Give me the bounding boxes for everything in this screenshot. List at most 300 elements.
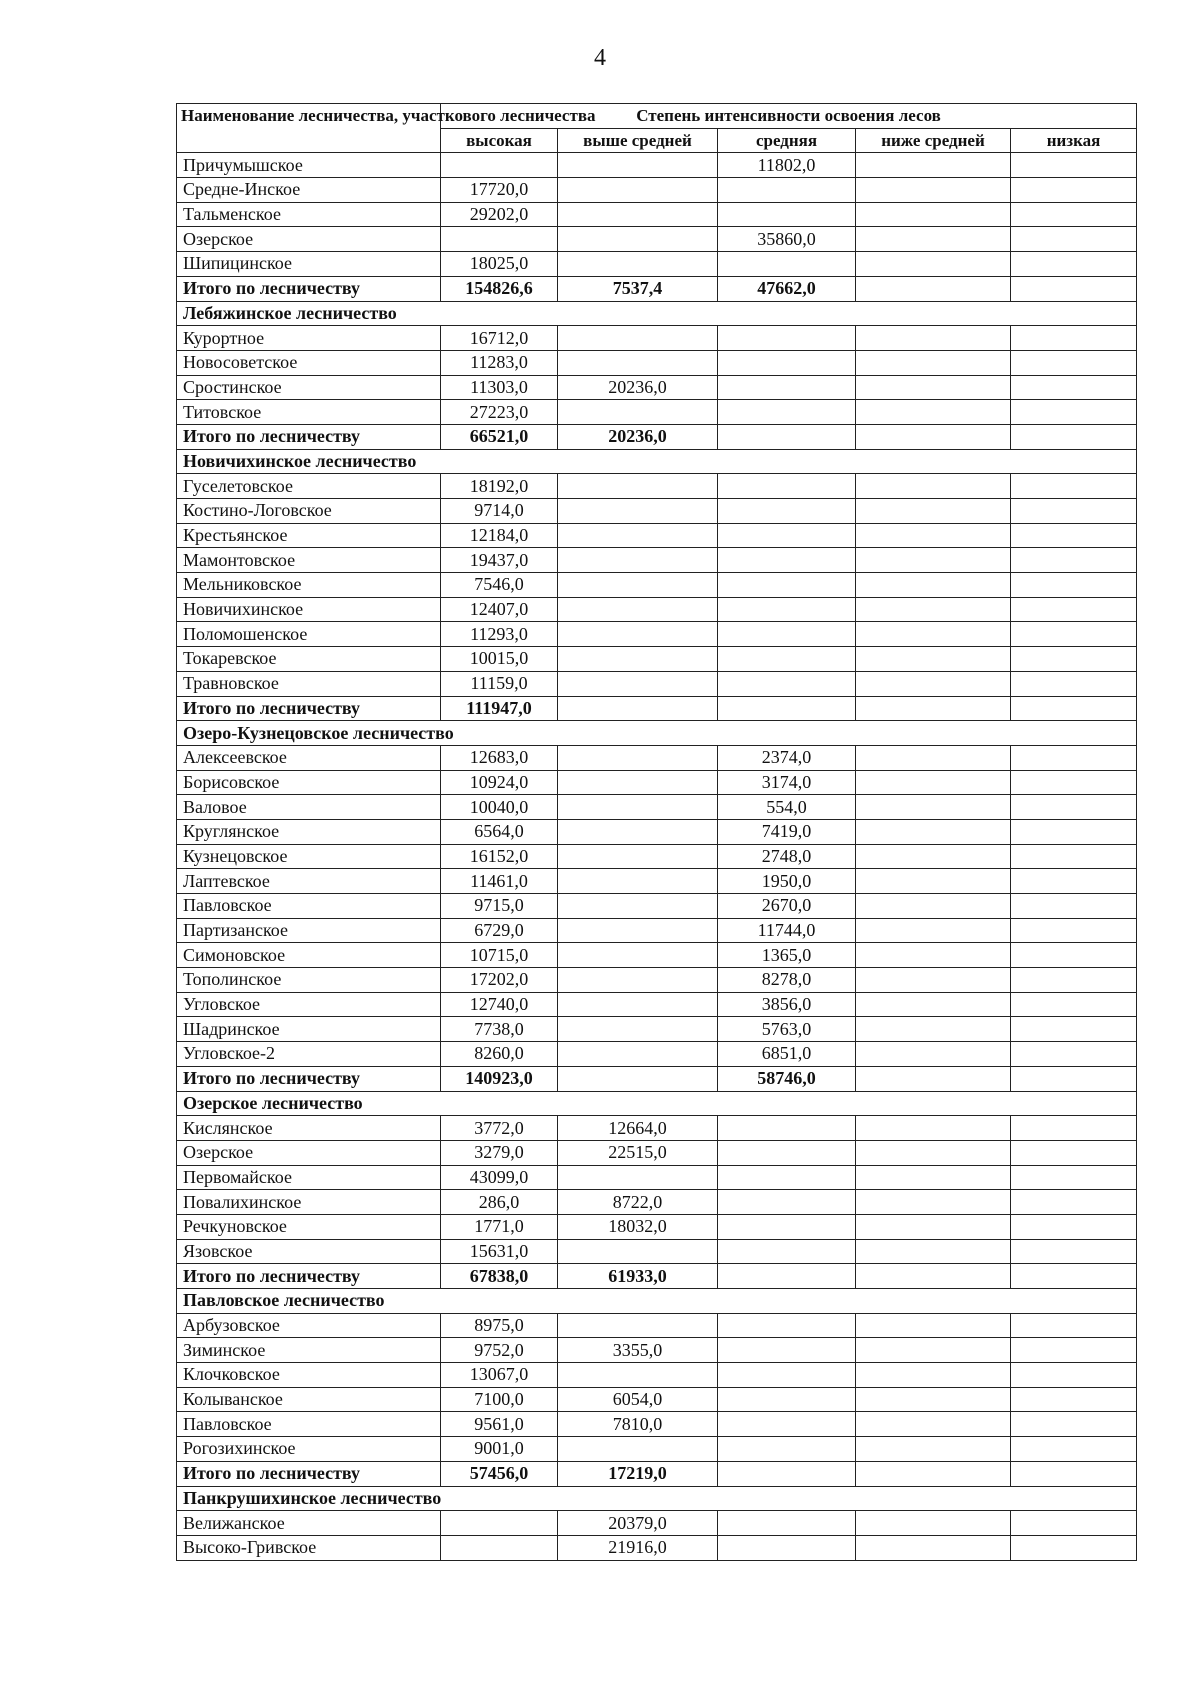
value-high: 16712,0 <box>441 326 558 351</box>
table-row <box>177 869 1137 894</box>
value-above-average <box>558 1042 718 1067</box>
value-below-average <box>856 326 1011 351</box>
value-average <box>718 1214 856 1239</box>
table-row <box>177 499 1137 524</box>
value-above-average: 3355,0 <box>558 1338 718 1363</box>
value-average <box>718 597 856 622</box>
value-below-average <box>856 968 1011 993</box>
value-above-average <box>558 671 718 696</box>
value-below-average <box>856 622 1011 647</box>
district-name: Борисовское <box>177 770 441 795</box>
value-above-average <box>558 178 718 203</box>
value-high: 8260,0 <box>441 1042 558 1067</box>
table-row <box>177 326 1137 351</box>
table-row <box>177 1042 1137 1067</box>
value-low <box>1011 918 1137 943</box>
district-name: Партизанское <box>177 918 441 943</box>
value-high: 67838,0 <box>441 1264 558 1289</box>
district-name: Тальменское <box>177 202 441 227</box>
table-row <box>177 795 1137 820</box>
table-row <box>177 1214 1137 1239</box>
value-high <box>441 227 558 252</box>
table-row <box>177 671 1137 696</box>
header-below-average: ниже средней <box>856 128 1011 153</box>
value-high: 7100,0 <box>441 1387 558 1412</box>
value-above-average <box>558 474 718 499</box>
table-row <box>177 350 1137 375</box>
value-above-average <box>558 745 718 770</box>
district-name: Озерское <box>177 227 441 252</box>
total-label: Итого по лесничеству <box>177 1066 441 1091</box>
value-average: 6851,0 <box>718 1042 856 1067</box>
table-row <box>177 943 1137 968</box>
value-above-average <box>558 992 718 1017</box>
district-name: Речкуновское <box>177 1214 441 1239</box>
value-average: 5763,0 <box>718 1017 856 1042</box>
value-above-average <box>558 918 718 943</box>
value-average: 47662,0 <box>718 276 856 301</box>
value-above-average <box>558 1363 718 1388</box>
value-low <box>1011 696 1137 721</box>
header-average: средняя <box>718 128 856 153</box>
value-low <box>1011 474 1137 499</box>
value-low <box>1011 894 1137 919</box>
district-name: Сростинское <box>177 375 441 400</box>
value-below-average <box>856 992 1011 1017</box>
group-name: Лебяжинское лесничество <box>177 301 1137 326</box>
value-above-average <box>558 153 718 178</box>
value-low <box>1011 1165 1137 1190</box>
value-low <box>1011 350 1137 375</box>
value-high: 154826,6 <box>441 276 558 301</box>
district-name: Костино-Логовское <box>177 499 441 524</box>
value-low <box>1011 943 1137 968</box>
value-low <box>1011 1042 1137 1067</box>
value-below-average <box>856 350 1011 375</box>
value-high: 9752,0 <box>441 1338 558 1363</box>
value-below-average <box>856 252 1011 277</box>
value-below-average <box>856 918 1011 943</box>
value-below-average <box>856 671 1011 696</box>
value-low <box>1011 770 1137 795</box>
value-low <box>1011 1511 1137 1536</box>
value-average: 11802,0 <box>718 153 856 178</box>
value-high: 12407,0 <box>441 597 558 622</box>
value-below-average <box>856 1165 1011 1190</box>
value-below-average <box>856 1239 1011 1264</box>
value-below-average <box>856 375 1011 400</box>
group-header-row <box>177 449 1137 474</box>
group-name: Озеро-Кузнецовское лесничество <box>177 721 1137 746</box>
value-low <box>1011 202 1137 227</box>
table-row <box>177 844 1137 869</box>
value-average <box>718 548 856 573</box>
value-above-average <box>558 326 718 351</box>
value-below-average <box>856 548 1011 573</box>
district-name: Озерское <box>177 1140 441 1165</box>
district-name: Клочковское <box>177 1363 441 1388</box>
value-low <box>1011 1313 1137 1338</box>
value-below-average <box>856 1140 1011 1165</box>
value-high: 16152,0 <box>441 844 558 869</box>
value-high: 18025,0 <box>441 252 558 277</box>
district-name: Угловское-2 <box>177 1042 441 1067</box>
table-row <box>177 1165 1137 1190</box>
value-average: 2670,0 <box>718 894 856 919</box>
value-low <box>1011 992 1137 1017</box>
value-average <box>718 1116 856 1141</box>
group-header-row <box>177 1091 1137 1116</box>
value-above-average: 20236,0 <box>558 375 718 400</box>
value-average: 1365,0 <box>718 943 856 968</box>
district-name: Первомайское <box>177 1165 441 1190</box>
value-high: 9715,0 <box>441 894 558 919</box>
value-average <box>718 202 856 227</box>
value-below-average <box>856 276 1011 301</box>
value-above-average: 61933,0 <box>558 1264 718 1289</box>
value-average <box>718 1535 856 1560</box>
value-low <box>1011 523 1137 548</box>
value-above-average: 7537,4 <box>558 276 718 301</box>
table-row <box>177 1116 1137 1141</box>
value-above-average: 21916,0 <box>558 1535 718 1560</box>
value-high: 6564,0 <box>441 819 558 844</box>
table-row <box>177 745 1137 770</box>
value-below-average <box>856 770 1011 795</box>
value-high: 10924,0 <box>441 770 558 795</box>
value-high: 27223,0 <box>441 400 558 425</box>
value-high: 9561,0 <box>441 1412 558 1437</box>
value-low <box>1011 795 1137 820</box>
table-row <box>177 573 1137 598</box>
total-label: Итого по лесничеству <box>177 1461 441 1486</box>
value-average: 3856,0 <box>718 992 856 1017</box>
value-above-average <box>558 548 718 573</box>
table-row <box>177 178 1137 203</box>
value-below-average <box>856 745 1011 770</box>
value-high: 10040,0 <box>441 795 558 820</box>
district-name: Павловское <box>177 1412 441 1437</box>
value-low <box>1011 1461 1137 1486</box>
table-row <box>177 400 1137 425</box>
value-above-average <box>558 252 718 277</box>
total-row <box>177 1264 1137 1289</box>
value-average: 11744,0 <box>718 918 856 943</box>
value-average <box>718 1412 856 1437</box>
value-low <box>1011 647 1137 672</box>
total-row <box>177 1066 1137 1091</box>
value-below-average <box>856 424 1011 449</box>
table-row <box>177 894 1137 919</box>
table-row <box>177 1363 1137 1388</box>
value-below-average <box>856 202 1011 227</box>
group-header-row <box>177 721 1137 746</box>
table-row <box>177 819 1137 844</box>
value-low <box>1011 153 1137 178</box>
value-above-average <box>558 1017 718 1042</box>
value-average <box>718 1437 856 1462</box>
total-label: Итого по лесничеству <box>177 696 441 721</box>
district-name: Колыванское <box>177 1387 441 1412</box>
table-row <box>177 968 1137 993</box>
value-average: 2748,0 <box>718 844 856 869</box>
table-body <box>177 153 1137 1560</box>
value-low <box>1011 252 1137 277</box>
district-name: Кислянское <box>177 1116 441 1141</box>
value-high: 12683,0 <box>441 745 558 770</box>
value-below-average <box>856 1363 1011 1388</box>
value-low <box>1011 400 1137 425</box>
value-average <box>718 252 856 277</box>
value-above-average <box>558 350 718 375</box>
value-above-average <box>558 968 718 993</box>
table-row <box>177 227 1137 252</box>
total-row <box>177 696 1137 721</box>
value-below-average <box>856 1461 1011 1486</box>
value-average <box>718 1190 856 1215</box>
value-average <box>718 474 856 499</box>
value-low <box>1011 548 1137 573</box>
value-high: 10715,0 <box>441 943 558 968</box>
value-high: 43099,0 <box>441 1165 558 1190</box>
value-high: 3279,0 <box>441 1140 558 1165</box>
value-high: 8975,0 <box>441 1313 558 1338</box>
value-high: 11461,0 <box>441 869 558 894</box>
value-average: 3174,0 <box>718 770 856 795</box>
total-row <box>177 276 1137 301</box>
value-high: 15631,0 <box>441 1239 558 1264</box>
table-row <box>177 1387 1137 1412</box>
value-below-average <box>856 178 1011 203</box>
value-above-average <box>558 844 718 869</box>
value-below-average <box>856 573 1011 598</box>
value-average <box>718 1140 856 1165</box>
value-average: 8278,0 <box>718 968 856 993</box>
value-low <box>1011 745 1137 770</box>
value-high: 1771,0 <box>441 1214 558 1239</box>
district-name: Шипицинское <box>177 252 441 277</box>
group-header-row <box>177 1289 1137 1314</box>
value-below-average <box>856 1214 1011 1239</box>
district-name: Велижанское <box>177 1511 441 1536</box>
value-low <box>1011 1387 1137 1412</box>
value-below-average <box>856 474 1011 499</box>
value-below-average <box>856 400 1011 425</box>
group-name: Панкрушихинское лесничество <box>177 1486 1137 1511</box>
value-low <box>1011 1535 1137 1560</box>
district-name: Круглянское <box>177 819 441 844</box>
district-name: Шадринское <box>177 1017 441 1042</box>
value-above-average <box>558 1165 718 1190</box>
value-above-average: 22515,0 <box>558 1140 718 1165</box>
page-number: 4 <box>594 45 606 71</box>
value-low <box>1011 671 1137 696</box>
value-above-average <box>558 1313 718 1338</box>
district-name: Арбузовское <box>177 1313 441 1338</box>
value-below-average <box>856 523 1011 548</box>
table-row <box>177 153 1137 178</box>
value-high: 7738,0 <box>441 1017 558 1042</box>
district-name: Токаревское <box>177 647 441 672</box>
district-name: Поломошенское <box>177 622 441 647</box>
value-below-average <box>856 943 1011 968</box>
table-row <box>177 1535 1137 1560</box>
forest-intensity-table <box>176 103 1137 1561</box>
value-low <box>1011 597 1137 622</box>
value-average: 35860,0 <box>718 227 856 252</box>
value-below-average <box>856 1535 1011 1560</box>
table-row <box>177 918 1137 943</box>
value-high: 19437,0 <box>441 548 558 573</box>
value-below-average <box>856 1066 1011 1091</box>
header-intensity-group: Степень интенсивности освоения лесов <box>441 104 1137 129</box>
value-high: 17720,0 <box>441 178 558 203</box>
value-below-average <box>856 153 1011 178</box>
district-name: Кузнецовское <box>177 844 441 869</box>
table-row <box>177 770 1137 795</box>
value-above-average <box>558 1239 718 1264</box>
value-high: 66521,0 <box>441 424 558 449</box>
table-row <box>177 375 1137 400</box>
value-above-average <box>558 1066 718 1091</box>
value-high: 3772,0 <box>441 1116 558 1141</box>
value-below-average <box>856 1437 1011 1462</box>
value-below-average <box>856 795 1011 820</box>
value-below-average <box>856 844 1011 869</box>
value-average <box>718 573 856 598</box>
district-name: Мамонтовское <box>177 548 441 573</box>
value-above-average: 8722,0 <box>558 1190 718 1215</box>
value-high: 13067,0 <box>441 1363 558 1388</box>
value-high: 17202,0 <box>441 968 558 993</box>
table-row <box>177 1511 1137 1536</box>
value-above-average: 20379,0 <box>558 1511 718 1536</box>
group-name: Павловское лесничество <box>177 1289 1137 1314</box>
value-average <box>718 1264 856 1289</box>
value-average <box>718 523 856 548</box>
value-high: 29202,0 <box>441 202 558 227</box>
value-low <box>1011 1437 1137 1462</box>
value-low <box>1011 1140 1137 1165</box>
table-row <box>177 992 1137 1017</box>
value-below-average <box>856 1264 1011 1289</box>
value-high: 12740,0 <box>441 992 558 1017</box>
total-label: Итого по лесничеству <box>177 424 441 449</box>
value-high: 140923,0 <box>441 1066 558 1091</box>
value-low <box>1011 1338 1137 1363</box>
value-average <box>718 350 856 375</box>
value-average <box>718 1387 856 1412</box>
table-row <box>177 597 1137 622</box>
value-average <box>718 1165 856 1190</box>
value-below-average <box>856 499 1011 524</box>
value-above-average <box>558 696 718 721</box>
district-name: Курортное <box>177 326 441 351</box>
district-name: Крестьянское <box>177 523 441 548</box>
header-name: Наименование лесничества, участкового лесничества <box>177 104 441 153</box>
value-average <box>718 1313 856 1338</box>
table-row <box>177 1338 1137 1363</box>
district-name: Причумышское <box>177 153 441 178</box>
district-name: Симоновское <box>177 943 441 968</box>
value-above-average <box>558 597 718 622</box>
value-high: 12184,0 <box>441 523 558 548</box>
value-low <box>1011 1066 1137 1091</box>
value-above-average: 12664,0 <box>558 1116 718 1141</box>
district-name: Новосоветское <box>177 350 441 375</box>
group-name: Новичихинское лесничество <box>177 449 1137 474</box>
value-below-average <box>856 1338 1011 1363</box>
table-row <box>177 202 1137 227</box>
value-high: 9714,0 <box>441 499 558 524</box>
district-name: Тополинское <box>177 968 441 993</box>
table-row <box>177 1412 1137 1437</box>
value-average <box>718 671 856 696</box>
value-above-average <box>558 400 718 425</box>
value-above-average: 6054,0 <box>558 1387 718 1412</box>
value-low <box>1011 1017 1137 1042</box>
table-row <box>177 252 1137 277</box>
value-below-average <box>856 894 1011 919</box>
value-average <box>718 696 856 721</box>
value-below-average <box>856 696 1011 721</box>
value-above-average <box>558 1437 718 1462</box>
value-average <box>718 1363 856 1388</box>
value-low <box>1011 499 1137 524</box>
district-name: Повалихинское <box>177 1190 441 1215</box>
table-row <box>177 1190 1137 1215</box>
district-name: Высоко-Гривское <box>177 1535 441 1560</box>
value-low <box>1011 573 1137 598</box>
value-below-average <box>856 869 1011 894</box>
district-name: Титовское <box>177 400 441 425</box>
value-average <box>718 1338 856 1363</box>
value-average <box>718 326 856 351</box>
table-row <box>177 474 1137 499</box>
value-below-average <box>856 1412 1011 1437</box>
value-low <box>1011 1264 1137 1289</box>
district-name: Средне-Инское <box>177 178 441 203</box>
value-below-average <box>856 1017 1011 1042</box>
value-above-average <box>558 647 718 672</box>
value-above-average <box>558 523 718 548</box>
table-header <box>177 104 1137 153</box>
group-header-row <box>177 301 1137 326</box>
header-above-average: выше средней <box>558 128 718 153</box>
value-high: 111947,0 <box>441 696 558 721</box>
value-low <box>1011 1214 1137 1239</box>
table-row <box>177 647 1137 672</box>
table-row <box>177 1140 1137 1165</box>
district-name: Новичихинское <box>177 597 441 622</box>
value-average <box>718 499 856 524</box>
value-average: 554,0 <box>718 795 856 820</box>
value-below-average <box>856 1042 1011 1067</box>
value-high: 11303,0 <box>441 375 558 400</box>
table-row <box>177 1313 1137 1338</box>
value-low <box>1011 1363 1137 1388</box>
value-above-average: 20236,0 <box>558 424 718 449</box>
value-average <box>718 424 856 449</box>
value-average <box>718 622 856 647</box>
value-low <box>1011 227 1137 252</box>
table-row <box>177 1017 1137 1042</box>
value-above-average <box>558 894 718 919</box>
value-below-average <box>856 647 1011 672</box>
value-below-average <box>856 1511 1011 1536</box>
value-average <box>718 400 856 425</box>
group-name: Озерское лесничество <box>177 1091 1137 1116</box>
